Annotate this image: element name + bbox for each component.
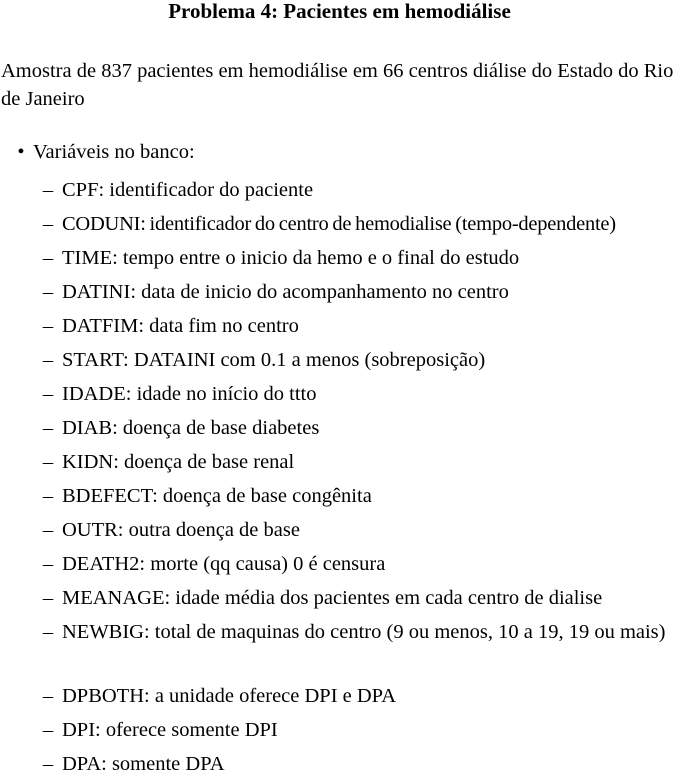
variable-text: DPBOTH: a unidade oferece DPI e DPA [62, 685, 397, 707]
variable-text: TIME: tempo entre o inicio da hemo e o final do estudo [62, 247, 520, 269]
list-item [40, 618, 678, 646]
list-item [40, 210, 678, 238]
variable-text: CODUNI: identificador do centro de hemodialise (tempo-dependente) [62, 213, 616, 235]
list-item [40, 448, 678, 476]
list-item [40, 278, 678, 306]
variable-text: IDADE: idade no início do ttto [62, 383, 317, 405]
dash-icon: – [42, 485, 54, 507]
list-item [40, 584, 678, 612]
variable-text: CPF: identificador do paciente [62, 179, 314, 201]
dash-icon: – [42, 519, 54, 541]
dash-icon: – [42, 349, 54, 371]
variable-text: DATFIM: data fim no centro [62, 315, 299, 337]
variable-text: MEANAGE: idade média dos pacientes em cada centro de dialise [62, 587, 603, 609]
variable-text: DPA: somente DPA [62, 753, 225, 775]
variable-text: OUTR: outra doença de base [62, 519, 300, 541]
list-item [40, 550, 678, 578]
variable-text: BDEFECT: doença de base congênita [62, 485, 372, 507]
variable-text: DATINI: data de inicio do acompanhamento no centro [62, 281, 509, 303]
page-title: Problema 4: Pacientes em hemodiálise [168, 0, 511, 23]
dash-icon: – [42, 719, 54, 741]
list-item [40, 682, 678, 710]
bullet-icon: • [17, 141, 25, 163]
dash-icon: – [42, 315, 54, 337]
intro-paragraph: Amostra de 837 pacientes em hemodiálise em 66 centros diálise do Estado do Rio de Janeiro [1, 60, 674, 110]
bullet-label: Variáveis no banco: [33, 141, 195, 163]
list-item [40, 716, 678, 744]
variable-text: DEATH2: morte (qq causa) 0 é censura [62, 553, 386, 575]
variable-text: NEWBIG: total de maquinas do centro (9 ou menos, 10 a 19, 19 ou mais) [62, 621, 666, 643]
dash-icon: – [42, 587, 54, 609]
list-item [40, 176, 678, 204]
variable-text: KIDN: doença de base renal [62, 451, 295, 473]
dash-icon: – [42, 213, 54, 235]
variable-text: DIAB: doença de base diabetes [62, 417, 320, 439]
list-item [40, 346, 678, 374]
dash-icon: – [42, 553, 54, 575]
list-item [40, 516, 678, 544]
dash-icon: – [42, 621, 54, 643]
dash-icon: – [42, 179, 54, 201]
dash-icon: – [42, 417, 54, 439]
variable-text: START: DATAINI com 0.1 a menos (sobreposição) [62, 349, 486, 371]
dash-icon: – [42, 383, 54, 405]
dash-icon: – [42, 685, 54, 707]
list-item [40, 380, 678, 408]
list-item [40, 312, 678, 340]
dash-icon: – [42, 451, 54, 473]
list-item [40, 414, 678, 442]
dash-icon: – [42, 281, 54, 303]
list-item [40, 750, 678, 778]
dash-icon: – [42, 247, 54, 269]
list-item [40, 482, 678, 510]
variable-text: DPI: oferece somente DPI [62, 719, 278, 741]
list-item [40, 244, 678, 272]
dash-icon: – [42, 753, 54, 775]
